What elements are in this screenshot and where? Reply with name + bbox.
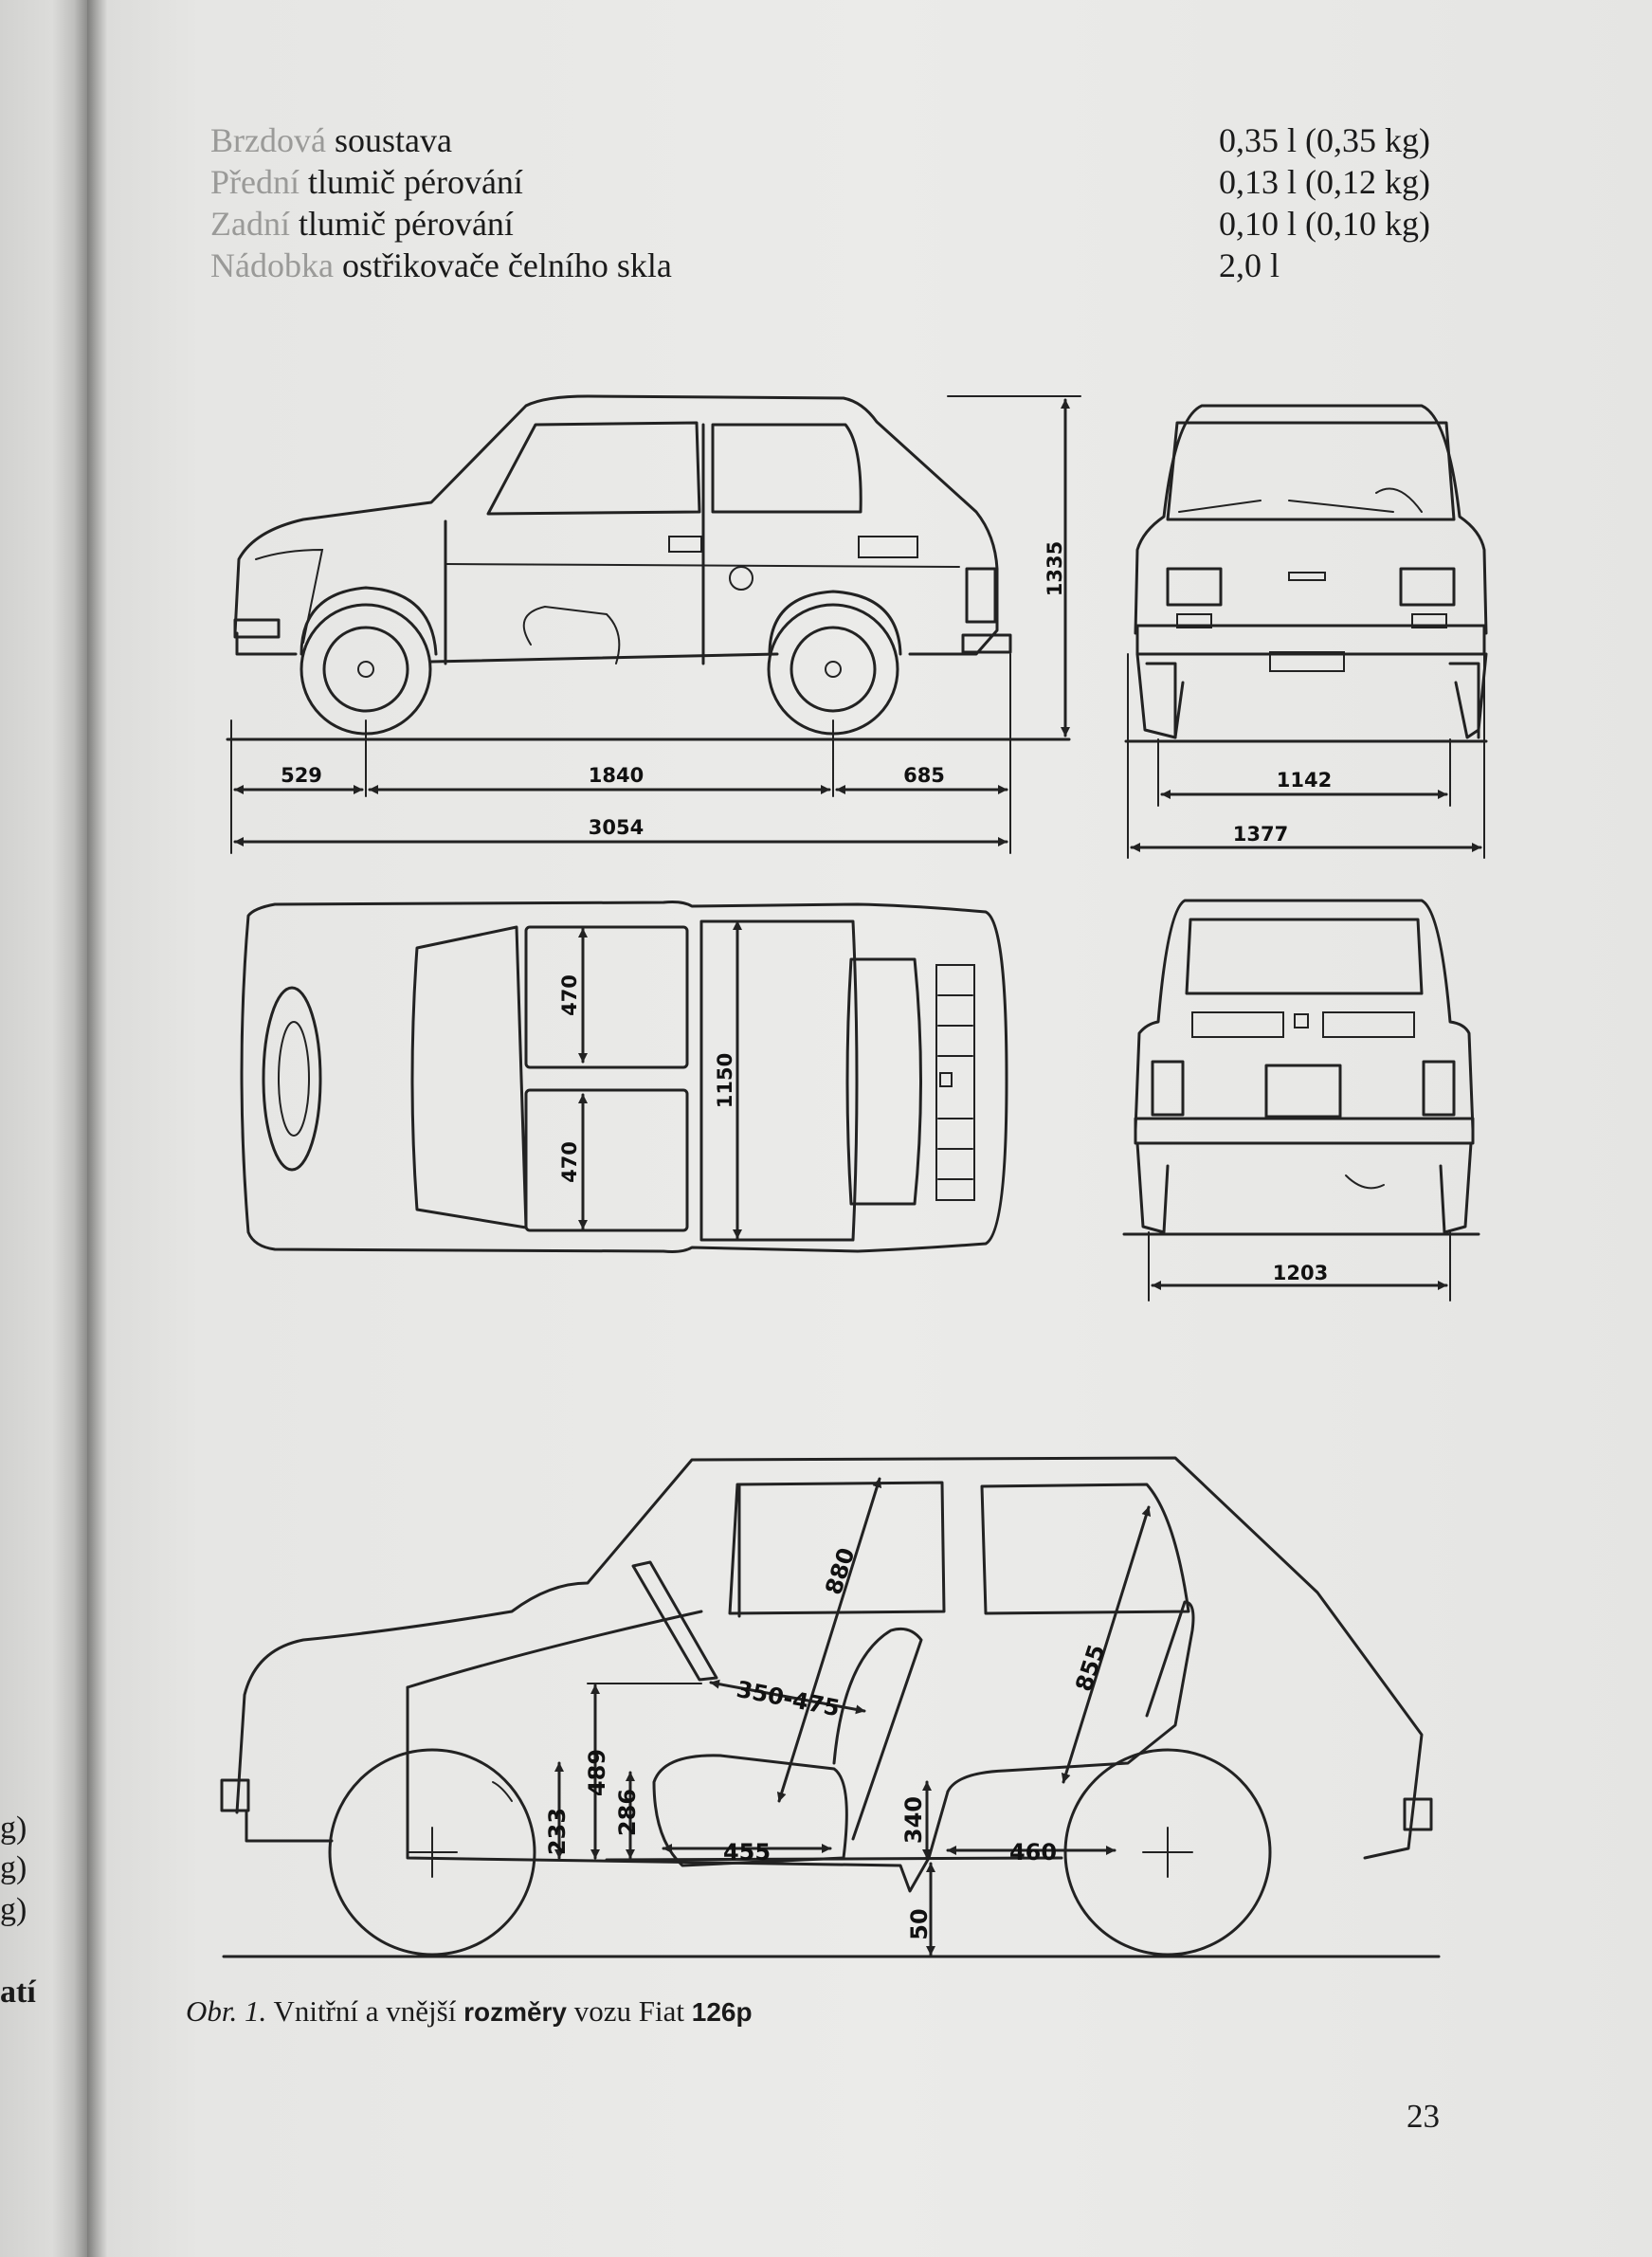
dim-seat-height: 489 xyxy=(584,1748,610,1797)
dim-front-track: 1142 xyxy=(1276,769,1333,792)
dim-rear-track: 1203 xyxy=(1272,1262,1329,1284)
left-page-fragment: g) xyxy=(0,1811,27,1846)
dim-inner-width: 1150 xyxy=(714,1052,736,1109)
dim-rear-legroom: 460 xyxy=(1008,1839,1058,1866)
dim-seat-length: 455 xyxy=(722,1839,772,1866)
dim-overall-width: 1377 xyxy=(1232,823,1289,846)
dim-headroom-rear: 855 xyxy=(1070,1641,1111,1695)
spec-label: Nádobka ostřikovače čelního skla xyxy=(210,246,672,284)
spec-label: Přední tlumič pérování xyxy=(210,163,523,201)
left-page-fragment: g) xyxy=(0,1850,27,1885)
page-number: 23 xyxy=(1407,2098,1440,2135)
spec-label: Brzdová soustava xyxy=(210,121,452,159)
spec-value: 0,10 l (0,10 kg) xyxy=(1219,205,1430,243)
figure-caption: Obr. 1. Vnitřní a vnější rozměry vozu Fiat 126p xyxy=(186,1994,753,2028)
dim-height-label: 1335 xyxy=(1044,540,1066,597)
dim-rear-overhang: 685 xyxy=(903,764,945,787)
dim-front-seat-space: 470 xyxy=(558,974,581,1016)
interior-section-dimensions xyxy=(544,1479,1149,1955)
spec-value: 0,13 l (0,12 kg) xyxy=(1219,163,1430,201)
dim-floor-height: 286 xyxy=(614,1788,641,1837)
side-view-car xyxy=(227,396,1069,739)
top-view-dimensions xyxy=(558,921,737,1238)
front-view-car xyxy=(1126,406,1486,741)
dim-rear-seat-space: 470 xyxy=(558,1141,581,1183)
dim-pedal-distance: 350-475 xyxy=(734,1675,843,1722)
left-page-fragment: atí xyxy=(0,1975,36,2010)
dim-overall-length: 3054 xyxy=(588,816,644,839)
rear-view-dimensions xyxy=(1149,1232,1450,1301)
dim-front-overhang: 529 xyxy=(281,764,322,787)
left-page-fragment: g) xyxy=(0,1892,27,1927)
spec-value: 0,35 l (0,35 kg) xyxy=(1219,121,1430,159)
rear-view-car xyxy=(1124,901,1479,1234)
side-view-dimensions xyxy=(231,396,1080,853)
dim-rear-seat-height: 340 xyxy=(900,1795,927,1845)
spec-label: Zadní tlumič pérování xyxy=(210,205,514,243)
spec-value: 2,0 l xyxy=(1219,246,1280,284)
dim-ground-clearance: 50 xyxy=(906,1908,933,1940)
top-view-car xyxy=(242,902,1007,1252)
dim-sill-height: 233 xyxy=(544,1807,571,1856)
dim-wheelbase: 1840 xyxy=(588,764,644,787)
dim-headroom-front: 880 xyxy=(820,1544,861,1598)
